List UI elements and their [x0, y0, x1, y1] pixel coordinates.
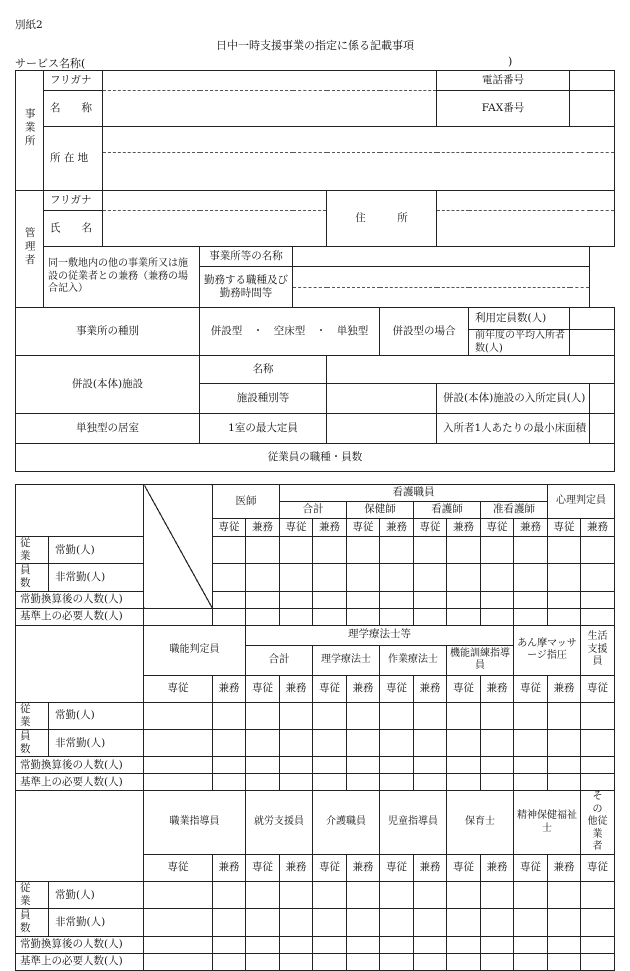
func-training-header: 機能訓練指導員 [447, 645, 514, 675]
required-label: 基準上の必要人数(人) [16, 608, 144, 625]
cell[interactable] [347, 936, 380, 953]
cell[interactable] [246, 774, 280, 791]
cell[interactable] [548, 757, 581, 774]
full-time-header: 専従 [313, 675, 347, 702]
cell[interactable] [514, 882, 548, 909]
block1-required-row [16, 608, 615, 625]
cell[interactable] [347, 730, 380, 757]
block2-corner [16, 625, 144, 702]
psych-header: 心理判定員 [548, 485, 615, 519]
cell[interactable] [481, 774, 514, 791]
cell[interactable] [213, 757, 246, 774]
cell[interactable] [380, 591, 414, 608]
concurrent-header: 兼務 [581, 519, 615, 537]
office-info-table [15, 70, 615, 472]
office-furigana-label: フリガナ [44, 71, 103, 91]
cell[interactable] [414, 702, 447, 729]
max-per-room-label: 1室の最大定員 [200, 414, 327, 444]
office-section-label: 事業所 [16, 71, 44, 191]
facility-capacity-field[interactable] [590, 384, 615, 414]
min-area-field[interactable] [590, 414, 615, 444]
full-time-header: 専従 [313, 854, 347, 881]
cell[interactable] [280, 702, 313, 729]
cell[interactable] [548, 608, 581, 625]
office-phone-label: 電話番号 [437, 71, 570, 91]
cell[interactable] [514, 936, 548, 953]
office-fax-label: FAX番号 [437, 91, 570, 127]
cell[interactable] [144, 774, 213, 791]
cell[interactable] [213, 537, 246, 564]
manager-section-label: 管理者 [16, 191, 44, 308]
cell[interactable] [514, 702, 548, 729]
cell[interactable] [514, 591, 548, 608]
office-fax-field[interactable] [570, 91, 615, 127]
cell[interactable] [144, 882, 213, 909]
irregular-label: 非常勤(人) [49, 564, 144, 591]
cell[interactable] [548, 537, 581, 564]
block1-diagonal [144, 485, 213, 609]
cell[interactable] [414, 909, 447, 936]
full-time-header: 専従 [581, 675, 615, 702]
full-time-header: 専従 [481, 519, 514, 537]
cell[interactable] [548, 953, 581, 970]
cell[interactable] [280, 882, 313, 909]
cell[interactable] [447, 702, 481, 729]
cell[interactable] [548, 702, 581, 729]
cell[interactable] [347, 882, 380, 909]
vocational-instructor-header: 職業指導員 [144, 791, 246, 855]
cell[interactable] [447, 909, 481, 936]
concurrent-header: 兼務 [213, 675, 246, 702]
cell[interactable] [581, 757, 615, 774]
cell[interactable] [514, 953, 548, 970]
cell[interactable] [246, 953, 280, 970]
cell[interactable] [380, 608, 414, 625]
cell[interactable] [581, 537, 615, 564]
office-address-label: 所 在 地 [44, 127, 103, 191]
cell[interactable] [246, 730, 280, 757]
cell[interactable] [313, 909, 347, 936]
vocational-judge-header: 職能判定員 [144, 625, 246, 675]
cell[interactable] [280, 936, 313, 953]
concurrent-header: 兼務 [280, 675, 313, 702]
full-time-header: 専従 [414, 519, 447, 537]
cell[interactable] [514, 537, 548, 564]
staff-count-label-a: 従 業 [16, 702, 49, 729]
employment-support-header: 就労支援員 [246, 791, 313, 855]
cell[interactable] [213, 702, 246, 729]
other-office-name-field[interactable] [293, 247, 590, 267]
cell[interactable] [380, 953, 414, 970]
cell[interactable] [246, 564, 280, 591]
block2-fte-row [16, 757, 615, 774]
min-area-label: 入所者1人あたりの最小床面積 [437, 414, 590, 444]
cell[interactable] [481, 936, 514, 953]
cell[interactable] [213, 953, 246, 970]
cell[interactable] [514, 730, 548, 757]
avg-prev-year-field[interactable] [570, 330, 615, 356]
capacity-label: 利用定員数(人) [469, 308, 570, 330]
cell[interactable] [246, 909, 280, 936]
massage-header: あん摩マッサージ指圧 [514, 625, 581, 675]
facility-capacity-label: 併設(本体)施設の入所定員(人) [437, 384, 590, 414]
full-time-header: 専従 [447, 854, 481, 881]
cell[interactable] [144, 953, 213, 970]
cell[interactable] [481, 757, 514, 774]
facility-kind-field[interactable] [327, 384, 437, 414]
cell[interactable] [414, 774, 447, 791]
phn-header: 保健師 [347, 502, 414, 519]
combined-case-label: 併設型の場合 [380, 308, 469, 356]
cell[interactable] [481, 909, 514, 936]
office-type-options[interactable]: 併設型 ・ 空床型 ・ 単独型 [200, 308, 380, 356]
cell[interactable] [280, 953, 313, 970]
staff-table [15, 484, 618, 971]
block3-fte-row [16, 936, 615, 953]
fte-label: 常勤換算後の人数(人) [16, 757, 144, 774]
cell[interactable] [280, 909, 313, 936]
cell[interactable] [581, 591, 615, 608]
concurrent-header: 兼務 [514, 519, 548, 537]
duty-hours-field-1[interactable] [293, 267, 590, 288]
block2-regular-row [16, 702, 615, 729]
cell[interactable] [380, 757, 414, 774]
staff-section-title: 従業員の職種・員数 [16, 444, 615, 472]
office-phone-field[interactable] [570, 71, 615, 91]
office-name-field[interactable] [103, 91, 437, 127]
full-time-header: 専従 [581, 854, 615, 881]
doctor-header: 医師 [213, 485, 280, 519]
staff-count-label-a: 従 業 [16, 537, 49, 564]
cell[interactable] [514, 774, 548, 791]
required-label: 基準上の必要人数(人) [16, 774, 144, 791]
cell[interactable] [347, 591, 380, 608]
cell[interactable] [347, 537, 380, 564]
ot-header: 作業療法士 [380, 645, 447, 675]
cell[interactable] [313, 608, 347, 625]
assistant-nurse-header: 准看護師 [481, 502, 548, 519]
concurrent-header: 兼務 [414, 854, 447, 881]
standalone-room-label: 単独型の居室 [16, 414, 200, 444]
irregular-label: 非常勤(人) [49, 730, 144, 757]
cell[interactable] [313, 591, 347, 608]
cell[interactable] [246, 591, 280, 608]
regular-label: 常勤(人) [49, 882, 144, 909]
service-name-close: ) [508, 55, 513, 68]
cell[interactable] [280, 591, 313, 608]
cell[interactable] [447, 564, 481, 591]
cell[interactable] [380, 774, 414, 791]
cell[interactable] [347, 702, 380, 729]
cell[interactable] [447, 537, 481, 564]
facility-name-label: 名称 [200, 356, 327, 384]
full-time-header: 専従 [447, 675, 481, 702]
cell[interactable] [414, 757, 447, 774]
childcare-header: 保育士 [447, 791, 514, 855]
concurrent-header: 兼務 [313, 519, 347, 537]
cell[interactable] [380, 730, 414, 757]
cell[interactable] [213, 591, 246, 608]
cell[interactable] [144, 702, 213, 729]
cell[interactable] [414, 730, 447, 757]
cell[interactable] [581, 608, 615, 625]
cell[interactable] [548, 882, 581, 909]
cell[interactable] [280, 537, 313, 564]
cell[interactable] [414, 936, 447, 953]
life-support-header: 生活支援員 [581, 625, 615, 675]
cell[interactable] [447, 882, 481, 909]
manager-furigana-field[interactable] [103, 191, 327, 211]
cell[interactable] [581, 882, 615, 909]
manager-address-field-1[interactable] [437, 191, 615, 211]
service-name-label: サービス名称( [15, 57, 86, 70]
other-staff-header: そ の 他従 業 者 [581, 791, 615, 855]
cell[interactable] [246, 608, 280, 625]
cell[interactable] [144, 757, 213, 774]
concurrent-header: 兼務 [280, 854, 313, 881]
cell[interactable] [246, 702, 280, 729]
irregular-label: 非常勤(人) [49, 909, 144, 936]
cell[interactable] [313, 882, 347, 909]
cell[interactable] [581, 730, 615, 757]
cell[interactable] [481, 537, 514, 564]
cell[interactable] [144, 909, 213, 936]
cell[interactable] [280, 757, 313, 774]
concurrent-header: 兼務 [481, 854, 514, 881]
cell[interactable] [380, 909, 414, 936]
manager-furigana-label: フリガナ [44, 191, 103, 211]
cell[interactable] [447, 774, 481, 791]
cell[interactable] [347, 757, 380, 774]
avg-prev-year-label: 前年度の平均入所者数(人) [469, 330, 570, 356]
concurrent-header: 兼務 [246, 519, 280, 537]
cell[interactable] [246, 757, 280, 774]
cell[interactable] [548, 730, 581, 757]
duty-hours-field-2[interactable] [293, 288, 590, 308]
child-instructor-header: 児童指導員 [380, 791, 447, 855]
cell[interactable] [144, 608, 213, 625]
care-worker-header: 介護職員 [313, 791, 380, 855]
cell[interactable] [213, 936, 246, 953]
block3-required-row [16, 953, 615, 970]
cell[interactable] [213, 882, 246, 909]
cell[interactable] [380, 702, 414, 729]
cell[interactable] [213, 774, 246, 791]
block2-required-row [16, 774, 615, 791]
block3-irregular-row [16, 909, 615, 936]
full-time-header: 専従 [144, 854, 213, 881]
block1-corner [16, 485, 144, 537]
fte-label: 常勤換算後の人数(人) [16, 936, 144, 953]
concurrent-header: 兼務 [548, 675, 581, 702]
full-time-header: 専従 [514, 854, 548, 881]
cell[interactable] [380, 564, 414, 591]
pt-header: 理学療法士 [313, 645, 380, 675]
cell[interactable] [246, 882, 280, 909]
cell[interactable] [514, 608, 548, 625]
cell[interactable] [414, 608, 447, 625]
cell[interactable] [548, 591, 581, 608]
block3-corner [16, 791, 144, 882]
manager-address-label: 住 所 [327, 191, 437, 247]
cell[interactable] [313, 774, 347, 791]
cell[interactable] [581, 953, 615, 970]
cell[interactable] [447, 757, 481, 774]
facility-kind-label: 施設種別等 [200, 384, 327, 414]
cell[interactable] [347, 608, 380, 625]
regular-label: 常勤(人) [49, 537, 144, 564]
full-time-header: 専従 [548, 519, 581, 537]
cell[interactable] [313, 702, 347, 729]
regular-label: 常勤(人) [49, 702, 144, 729]
cell[interactable] [313, 757, 347, 774]
required-label: 基準上の必要人数(人) [16, 953, 144, 970]
manager-name-label: 氏 名 [44, 211, 103, 247]
facility-name-field[interactable] [327, 356, 615, 384]
cell[interactable] [414, 591, 447, 608]
concurrent-header: 兼務 [548, 854, 581, 881]
cell[interactable] [514, 564, 548, 591]
cell[interactable] [447, 936, 481, 953]
block1-regular-row [16, 537, 615, 564]
concurrent-header: 兼務 [347, 675, 380, 702]
cell[interactable] [347, 564, 380, 591]
cell[interactable] [481, 730, 514, 757]
cell[interactable] [481, 953, 514, 970]
fte-label: 常勤換算後の人数(人) [16, 591, 144, 608]
office-furigana-field[interactable] [103, 71, 437, 91]
cell[interactable] [447, 953, 481, 970]
full-time-header: 専従 [280, 519, 313, 537]
cell[interactable] [514, 757, 548, 774]
max-per-room-field[interactable] [327, 414, 437, 444]
cell[interactable] [280, 774, 313, 791]
concurrent-header: 兼務 [447, 519, 481, 537]
concurrent-header: 兼務 [414, 675, 447, 702]
cell[interactable] [246, 537, 280, 564]
concurrent-header: 兼務 [347, 854, 380, 881]
duty-hours-label: 勤務する職種及び勤務時間等 [200, 267, 293, 308]
pt-total-header: 合計 [246, 645, 313, 675]
concurrent-header: 兼務 [380, 519, 414, 537]
cell[interactable] [313, 537, 347, 564]
cell[interactable] [280, 730, 313, 757]
cell[interactable] [447, 730, 481, 757]
pt-group-header: 理学療法士等 [246, 625, 514, 645]
cell[interactable] [213, 730, 246, 757]
cell[interactable] [213, 564, 246, 591]
cell[interactable] [447, 591, 481, 608]
cell[interactable] [213, 909, 246, 936]
office-type-label: 事業所の種別 [16, 308, 200, 356]
cell[interactable] [581, 702, 615, 729]
attachment-label: 別紙2 [15, 19, 43, 31]
cell[interactable] [313, 936, 347, 953]
cell[interactable] [581, 564, 615, 591]
cell[interactable] [380, 936, 414, 953]
cell[interactable] [144, 730, 213, 757]
office-address-field-2[interactable] [103, 153, 615, 191]
block2-irregular-row [16, 730, 615, 757]
concurrent-header: 兼務 [213, 854, 246, 881]
cell[interactable] [581, 936, 615, 953]
cell[interactable] [380, 882, 414, 909]
cell[interactable] [548, 774, 581, 791]
cell[interactable] [581, 909, 615, 936]
other-office-name-label: 事業所等の名称 [200, 247, 293, 267]
other-office-note: 同一敷地内の他の事業所又は施設の従業者との兼務（兼務の場合記入） [44, 247, 200, 308]
cell[interactable] [414, 537, 447, 564]
staff-count-label-a: 従 業 [16, 882, 49, 909]
cell[interactable] [380, 537, 414, 564]
manager-name-field[interactable] [103, 211, 327, 247]
manager-address-field-2[interactable] [437, 211, 615, 247]
cell[interactable] [313, 953, 347, 970]
full-time-header: 専従 [380, 675, 414, 702]
cell[interactable] [447, 608, 481, 625]
full-time-header: 専従 [514, 675, 548, 702]
cell[interactable] [581, 774, 615, 791]
cell[interactable] [144, 936, 213, 953]
full-time-header: 専従 [246, 854, 280, 881]
cell[interactable] [414, 953, 447, 970]
document-title: 日中一時支援事業の指定に係る記載事項 [216, 39, 414, 52]
cell[interactable] [548, 909, 581, 936]
full-time-header: 専従 [380, 854, 414, 881]
cell[interactable] [548, 564, 581, 591]
cell[interactable] [347, 909, 380, 936]
staff-count-label-b: 員 数 [16, 564, 49, 591]
cell[interactable] [414, 564, 447, 591]
nursing-total-header: 合計 [280, 502, 347, 519]
cell[interactable] [280, 564, 313, 591]
block3-regular-row [16, 882, 615, 909]
nursing-header: 看護職員 [280, 485, 548, 502]
concurrent-header: 兼務 [481, 675, 514, 702]
staff-count-label-b: 員 数 [16, 909, 49, 936]
cell[interactable] [514, 909, 548, 936]
cell[interactable] [246, 936, 280, 953]
facility-label: 併設(本体)施設 [16, 356, 200, 414]
cell[interactable] [548, 936, 581, 953]
cell[interactable] [347, 953, 380, 970]
cell[interactable] [481, 882, 514, 909]
cell[interactable] [313, 564, 347, 591]
cell[interactable] [280, 608, 313, 625]
cell[interactable] [481, 608, 514, 625]
full-time-header: 専従 [144, 675, 213, 702]
cell[interactable] [481, 591, 514, 608]
mental-welfare-header: 精神保健福祉士 [514, 791, 581, 855]
nurse-header: 看護師 [414, 502, 481, 519]
cell[interactable] [481, 564, 514, 591]
office-address-field-1[interactable] [103, 127, 615, 153]
cell[interactable] [481, 702, 514, 729]
cell[interactable] [213, 608, 246, 625]
office-name-label: 名 称 [44, 91, 103, 127]
capacity-field[interactable] [570, 308, 615, 330]
block1-irregular-row [16, 564, 615, 591]
cell[interactable] [313, 730, 347, 757]
cell[interactable] [414, 882, 447, 909]
block1-fte-row [16, 591, 615, 608]
full-time-header: 専従 [213, 519, 246, 537]
cell[interactable] [347, 774, 380, 791]
full-time-header: 専従 [347, 519, 380, 537]
staff-count-label-b: 員 数 [16, 730, 49, 757]
full-time-header: 専従 [246, 675, 280, 702]
